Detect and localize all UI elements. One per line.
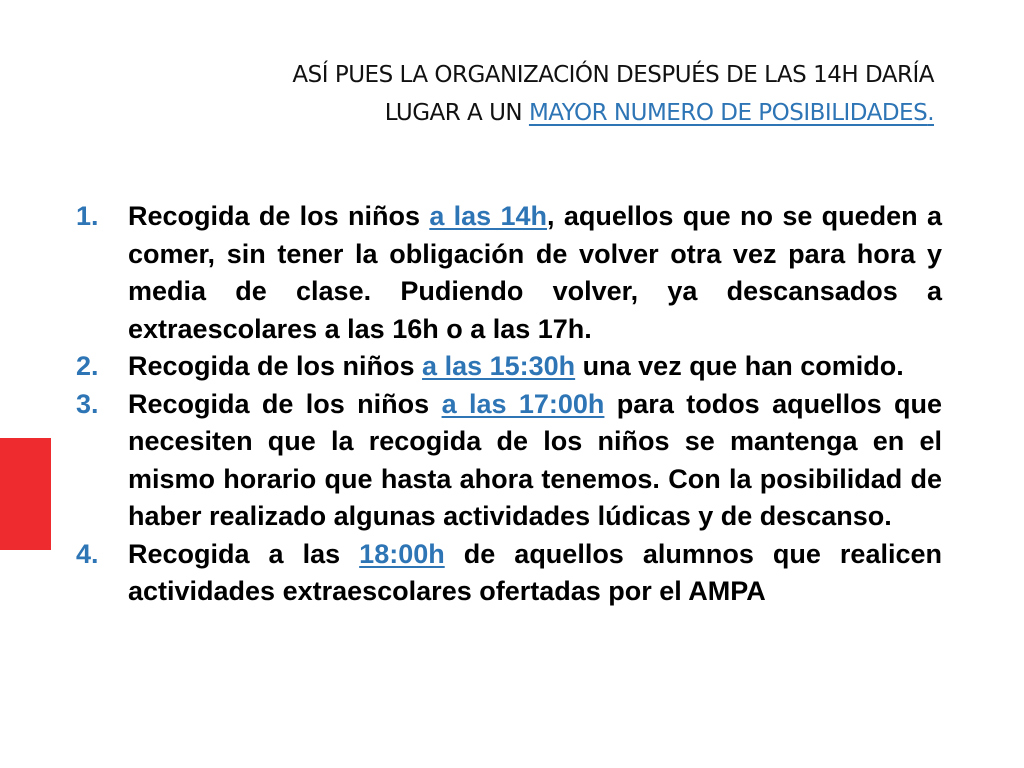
list-item — [76, 386, 942, 536]
title-highlight: MAYOR NUMERO DE POSIBILIDADES — [528, 100, 928, 126]
item-number: 3. — [76, 388, 99, 419]
item-time-link: a las 15:30h — [422, 351, 576, 381]
item-text-before: Recogida de los niños — [128, 201, 430, 231]
item-time-link: a las 17:00h — [441, 388, 605, 419]
title-line-1: ASÍ PUES LA ORGANIZACIÓN DESPUÉS DE LAS 14H DARÍA — [292, 62, 934, 88]
item-text-after: de aquellos alumnos que realicen actividades extraescolares ofertadas por el AMPA — [128, 538, 942, 606]
item-number: 2. — [76, 351, 99, 381]
item-text-after: una vez que han comido. — [575, 351, 904, 381]
item-number: 1. — [76, 201, 99, 231]
side-accent-bar — [0, 438, 51, 550]
title-suffix: . — [927, 100, 934, 126]
item-text-after: , aquellos que no se queden a comer, sin tener la obligación de volver otra vez para hora y media de clase. Pudiendo volver, ya descansados a extraescolares a las 16h o a las 17h. — [128, 201, 943, 344]
item-time-link: a las 14h — [429, 201, 548, 231]
slide-title — [100, 56, 934, 132]
item-number: 4. — [76, 538, 99, 569]
item-text-before: Recogida de los niños — [128, 351, 423, 381]
item-text-before: Recogida a las — [128, 538, 360, 569]
list-item — [76, 536, 942, 611]
item-text-before: Recogida de los niños — [128, 388, 442, 419]
list-item — [76, 198, 942, 348]
title-line-2 — [100, 94, 934, 132]
list-item — [76, 348, 942, 386]
item-time-link: 18:00h — [359, 538, 445, 569]
pickup-options-list — [76, 198, 942, 611]
title-line-2-prefix: LUGAR A UN — [384, 100, 529, 126]
item-text-after: para todos aquellos que necesiten que la recogida de los niños se mantenga en el mismo horario que hasta ahora tenemos. Con la posibilidad de haber realizado algunas actividades lúdicas y de descanso. — [128, 388, 942, 531]
